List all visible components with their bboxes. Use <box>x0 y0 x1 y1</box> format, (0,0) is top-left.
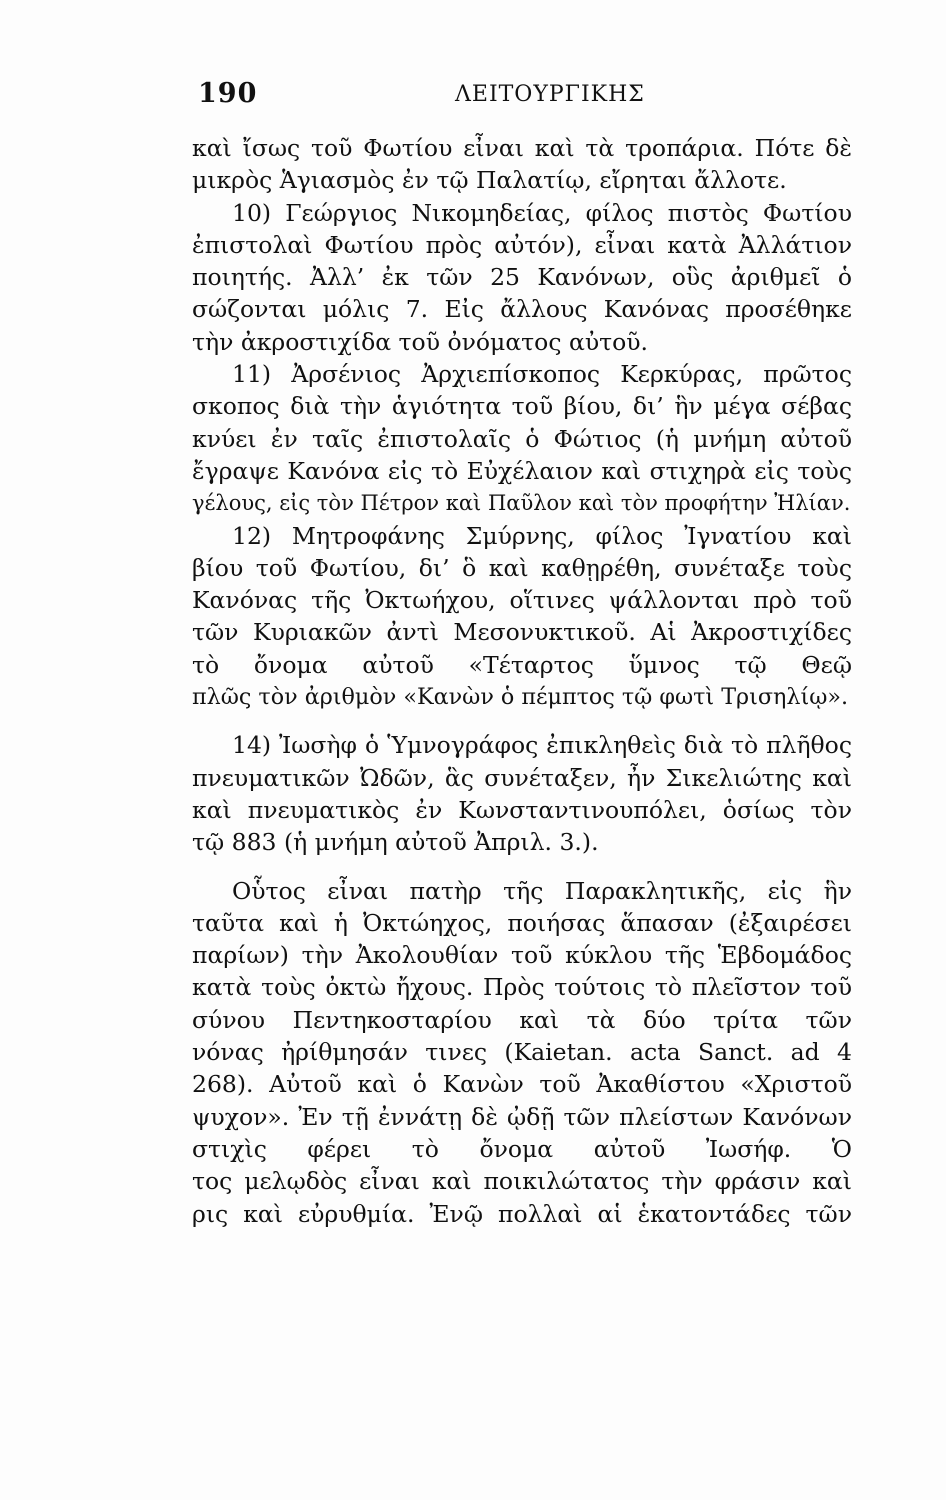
text-line: Κανόνας τῆς Ὀκτωήχου, οἵτινες ψάλλονται πρὸ τοῦ <box>192 586 852 615</box>
text-line: ψυχον». Ἐν τῇ ἐννάτῃ δὲ ᾠδῇ τῶν πλείστων Κανόνων <box>192 1102 852 1131</box>
text-line: τος μελῳδὸς εἶναι καὶ ποικιλώτατος τὴν φράσιν καὶ <box>192 1167 852 1196</box>
text-line: κνύει ἐν ταῖς ἐπιστολαῖς ὁ Φώτιος (ἡ μνήμη αὐτοῦ <box>192 424 852 453</box>
text-line: βίου τοῦ Φωτίου, δι’ ὃ καὶ καθῃρέθη, συνέταξε τοὺς <box>192 553 852 582</box>
text-line: 268). Αὐτοῦ καὶ ὁ Κανὼν τοῦ Ἀκαθίστου «Χριστοῦ <box>192 1070 852 1099</box>
text-line: στιχὶς φέρει τὸ ὄνομα αὐτοῦ Ἰωσήφ. Ὁ <box>192 1134 852 1163</box>
text-line: πνευματικῶν Ὠδῶν, ἃς συνέταξεν, ἦν Σικελιώτης καὶ <box>192 763 852 792</box>
body-text <box>192 132 852 1230</box>
text-line: σώζονται μόλις 7. Εἰς ἄλλους Κανόνας προσέθηκε <box>192 295 852 324</box>
page-number: 190 <box>198 78 258 109</box>
text-line: Οὗτος εἶναι πατὴρ τῆς Παρακλητικῆς, εἰς ἣν <box>232 876 852 905</box>
text-line: τῶν Κυριακῶν ἀντὶ Μεσονυκτικοῦ. Αἱ Ἀκροστιχίδες <box>192 618 852 647</box>
text-line: ταῦτα καὶ ἡ Ὀκτώηχος, ποιήσας ἅπασαν (ἐξαιρέσει <box>192 908 852 937</box>
text-line: σκοπος διὰ τὴν ἁγιότητα τοῦ βίου, δι’ ἣν μέγα σέβας <box>192 392 852 421</box>
text-line: 12) Μητροφάνης Σμύρνης, φίλος Ἰγνατίου καὶ <box>232 521 852 550</box>
text-line: μικρὸς Ἁγιασμὸς ἐν τῷ Παλατίῳ, εἴρηται ἄλλοτε. <box>192 166 787 195</box>
text-line: τὴν ἀκροστιχίδα τοῦ ὀνόματος αὐτοῦ. <box>192 327 649 356</box>
page-header <box>198 78 848 118</box>
text-line: τῷ 883 (ἡ μνήμη αὐτοῦ Ἀπριλ. 3.). <box>192 828 599 857</box>
text-line: 10) Γεώργιος Νικομηδείας, φίλος πιστὸς Φωτίου <box>232 198 852 227</box>
text-line: σύνου Πεντηκοσταρίου καὶ τὰ δύο τρίτα τῶν <box>192 1005 852 1034</box>
text-line: τὸ ὄνομα αὐτοῦ «Τέταρτος ὕμνος τῷ Θεῷ <box>192 650 852 679</box>
text-line: καὶ ἴσως τοῦ Φωτίου εἶναι καὶ τὰ τροπάρια. Πότε δὲ <box>192 134 852 162</box>
text-line: ρις καὶ εὐρυθμία. Ἐνῷ πολλαὶ αἱ ἑκατοντάδες τῶν <box>192 1199 852 1228</box>
text-line: ἔγραψε Κανόνα εἰς τὸ Εὐχέλαιον καὶ στιχηρὰ εἰς τοὺς <box>192 456 852 485</box>
text-line: πλῶς τὸν ἀριθμὸν «Κανὼν ὁ πέμπτος τῷ φωτὶ Τρισηλίῳ». <box>192 684 849 711</box>
text-line: νόνας ἠρίθμησάν τινες (Kaietan. acta Sanct. ad 4 <box>192 1038 852 1067</box>
text-line: καὶ πνευματικὸς ἐν Κωνσταντινουπόλει, ὁσίως τὸν <box>192 795 852 824</box>
text-line: ἐπιστολαὶ Φωτίου πρὸς αὐτόν), εἶναι κατὰ Ἀλλάτιον <box>192 230 852 259</box>
running-title: ΛΕΙΤΟΥΡΓΙΚΗΣ <box>455 82 645 107</box>
text-line: 14) Ἰωσὴφ ὁ Ὑμνογράφος ἐπικληθεὶς διὰ τὸ πλῆθος <box>232 731 852 760</box>
text-line: κατὰ τοὺς ὀκτὼ ἤχους. Πρὸς τούτοις τὸ πλεῖστον τοῦ <box>192 973 852 1002</box>
text-line: παρίων) τὴν Ἀκολουθίαν τοῦ κύκλου τῆς Ἑβδομάδος <box>192 941 852 970</box>
text-line: ποιητής. Ἀλλ’ ἐκ τῶν 25 Κανόνων, οὓς ἀριθμεῖ ὁ <box>192 263 852 292</box>
text-line: γέλους, εἰς τὸν Πέτρον καὶ Παῦλον καὶ τὸν προφήτην Ἠλίαν. <box>192 491 851 516</box>
text-line: 11) Ἀρσένιος Ἀρχιεπίσκοπος Κερκύρας, πρῶτος <box>232 360 852 389</box>
